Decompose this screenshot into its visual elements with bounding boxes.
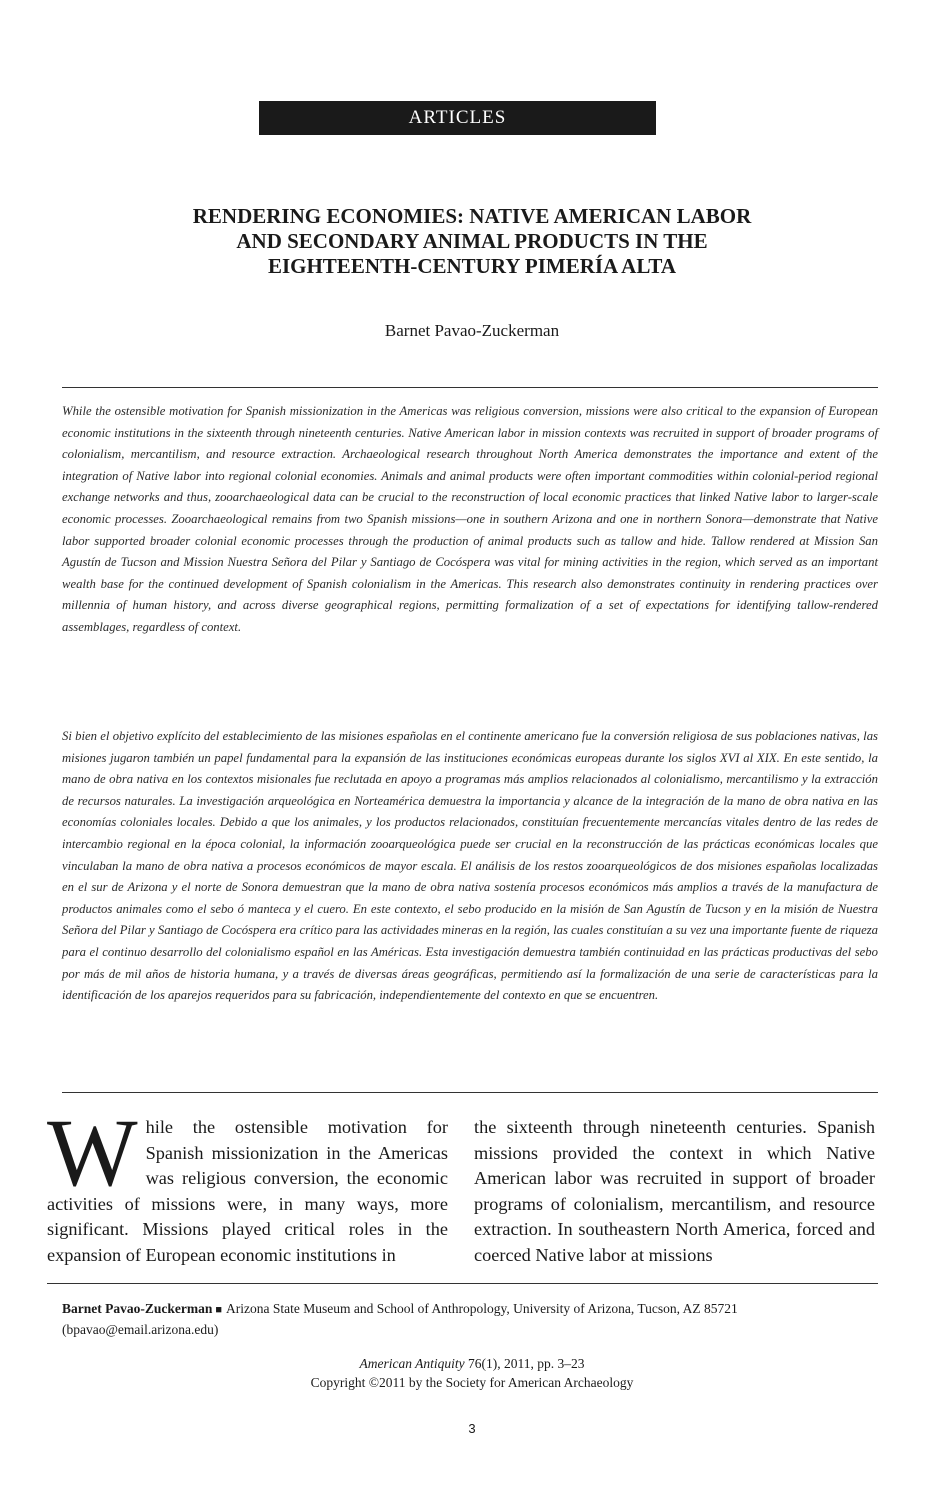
- author-name: Barnet Pavao-Zuckerman: [384, 321, 560, 340]
- body-column-left: [47, 1099, 448, 1269]
- drop-cap: W: [47, 1099, 138, 1206]
- body-text-left: hile the ostensible motivation for Spanish missionization in the Americas was religious conversion, the economic activities of missions were, in many ways, more significant. Missions played critical roles in the expansion of European economic institutions in: [47, 1117, 448, 1265]
- author-affiliation: [62, 1299, 878, 1340]
- body-column-right: the sixteenth through nineteenth centuries. Spanish missions provided the context in which Native American labor was recruited in support of broader programs of colonialism, mercantilism, and resource extraction. In southeastern North America, forced and coerced Native labor at missions: [474, 1117, 875, 1265]
- abstract-english: While the ostensible motivation for Spanish missionization in the Americas was religious conversion, missions were also critical to the expansion of European economic institutions in the sixteenth through nineteenth centuries. Native American labor in mission contexts was recruited in support of broader programs of colonialism, mercantilism, and resource extraction. Archaeological research throughout North America demonstrates the importance and extent of the integration of Native labor into regional colonial economies. Animals and animal products were often important commodities within colonial-period regional exchange networks and thus, zooarchaeological data can be crucial to the reconstruction of local economic practices that linked Native labor to larger-scale economic processes. Zooarchaeological remains from two Spanish missions—one in southern Arizona and one in northern Sonora—demonstrate that Native labor supported broader colonial economic processes through the production of animal products such as tallow and hide. Tallow rendered at Mission San Agustín de Tucson and Mission Nuestra Señora del Pilar y Santiago de Cocóspera was vital for mining activities in the region, which served as an important wealth base for the continued development of Spanish colonialism in the Americas. This research also demonstrates continuity in rendering practices over millennia of human history, and across diverse geographical regions, permitting formalization of a set of expectations for identifying tallow-rendered assemblages, regardless of context.: [62, 404, 878, 634]
- page-number: 3: [468, 1421, 476, 1436]
- article-title: [80, 204, 864, 279]
- title-line: AND SECONDARY ANIMAL PRODUCTS IN THE: [236, 229, 708, 253]
- copyright-notice: Copyright ©2011 by the Society for American Archaeology: [310, 1375, 634, 1390]
- citation-block: [0, 1354, 944, 1392]
- abstract-top-rule: [62, 387, 878, 388]
- footnote-rule: [47, 1283, 878, 1284]
- affiliation-author-name: Barnet Pavao-Zuckerman: [62, 1301, 213, 1316]
- title-line: EIGHTEENTH-CENTURY PIMERÍA ALTA: [267, 254, 677, 278]
- abstract-bottom-rule: [62, 1092, 878, 1093]
- square-bullet-icon: ■: [215, 1304, 223, 1316]
- affiliation-text: Arizona State Museum and School of Anthropology, University of Arizona, Tucson, AZ 85721 (bpavao@email.arizona.edu): [62, 1301, 738, 1337]
- journal-details: 76(1), 2011, pp. 3–23: [464, 1356, 585, 1371]
- journal-citation: [0, 1354, 944, 1373]
- abstract-spanish: Si bien el objetivo explícito del establecimiento de las misiones españolas en el continente americano fue la conversión religiosa de sus poblaciones nativas, las misiones jugaron también un papel fundamental para la expansión de las instituciones económicas europeas durante los siglos XVI al XIX. En este sentido, la mano de obra nativa en los contextos misionales fue reclutada en apoyo a programas más amplios relacionados al colonialismo, mercantilismo y la extracción de recursos naturales. La investigación arqueológica en Norteamérica demuestra la importancia y alcance de la integración de la mano de obra nativa en las economías coloniales locales. Debido a que los animales, y los productos relacionados, constituían frecuentemente mercancías vitales dentro de las redes de intercambio regional en la época colonial, la información zooarqueológica puede ser crucial en la reconstrucción de las prácticas económicas locales que vinculaban la mano de obra nativa a procesos económicos de mayor escala. El análisis de los restos zooarqueológicos de dos misiones españolas localizadas en el sur de Arizona y el norte de Sonora demuestran que la mano de obra nativa sostenía procesos económicos más amplios a través de la manufactura de productos animales como el sebo ó manteca y el cuero. En este contexto, el sebo producido en la misión de San Agustín de Tucson y en la misión de Nuestra Señora del Pilar y Santiago de Cocóspera era crítico para las actividades mineras en la región, las cuales constituían a su vez una importante fuente de riqueza para el continuo desarrollo del colonialismo español en las Américas. Esta investigación demuestra también continuidad en las prácticas productivas del sebo por más de mil años de historia humana, y a través de diversas áreas geográficas, permitiendo así la formalización de una serie de características para la identificación de los aparejos requeridos para su fabricación, independientemente del contexto en que se encuentren.: [62, 729, 879, 1003]
- section-banner: ARTICLES: [259, 101, 656, 135]
- journal-name: American Antiquity: [359, 1356, 465, 1371]
- title-line: RENDERING ECONOMIES: NATIVE AMERICAN LABOR: [192, 204, 752, 228]
